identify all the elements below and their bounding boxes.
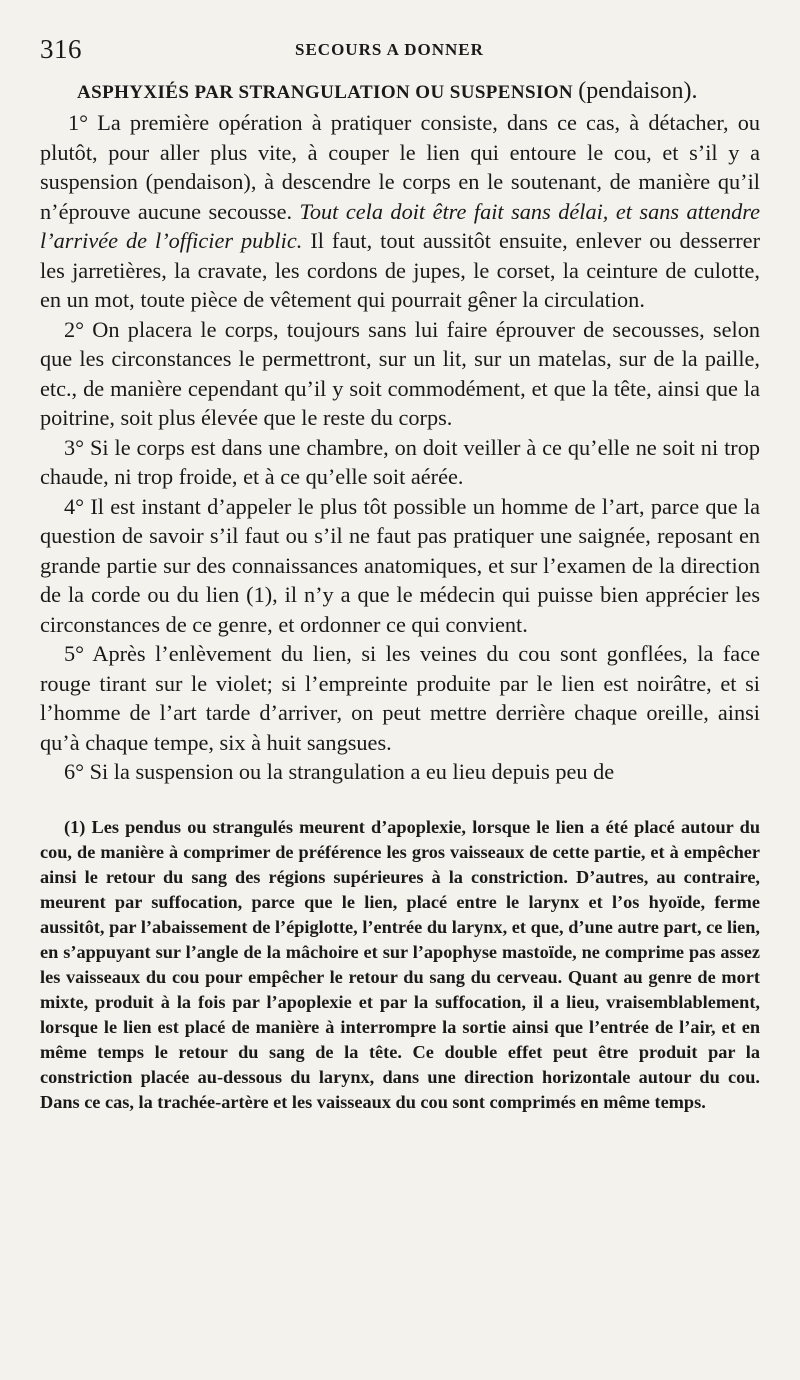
paragraph-1-text: 1° La première opération à pratiquer consiste, dans ce cas, à détacher, ou plutôt, pour aller plus vite, à couper le lien qui entoure le cou, et s’il y a suspension (pendaison), à descendre le corps en le soutenant, de manière qu’il n’éprouve aucune secousse.: [40, 110, 760, 224]
paragraph-4: [40, 492, 760, 640]
paragraph-3-text: 3° Si le corps est dans une chambre, on doit veiller à ce qu’elle ne soit ni trop chaude, ni trop froide, et à ce qu’elle soit aérée.: [40, 434, 760, 489]
paragraph-6: [40, 757, 760, 787]
paragraph-1-italic: Tout cela doit être fait sans délai, et sans attendre l’arrivée de l’officier public.: [40, 198, 760, 253]
paragraph-2-text: 2° On placera le corps, toujours sans lui faire éprouver de secousses, selon que les circonstances le permettront, sur un lit, sur un matelas, sur de la paille, etc., de manière cependant qu’il y soit commodément, et que la tête, ainsi que la poitrine, soit plus élevée que le reste du corps.: [40, 316, 760, 430]
section-title: [77, 74, 760, 108]
footnote-1: (1) Les pendus ou strangulés meurent d’apoplexie, lorsque le lien a été placé autour du cou, de manière à comprimer de préférence les gros vaisseaux de cette partie, et à empêcher ainsi le retour du sang des régions supérieures à la constriction. D’autres, au contraire, meurent par suffocation, parce que le lien, placé entre le larynx et l’os hyoïde, ferme aussitôt, par l’abaissement de l’épiglotte, l’entrée du larynx, et que, d’une autre part, ce lien, en s’appuyant sur l’angle de la mâchoire et sur l’apophyse mastoïde, ne comprime pas assez les vaisseaux du cou pour empêcher le retour du sang du cerveau. Quant au genre de mort mixte, produit à la fois par l’apoplexie et par la suffocation, il a lieu, vraisemblablement, lorsque le lien est placé de manière à interrompre la sortie ainsi que l’entrée de l’air, et en même temps le retour du sang de la tête. Ce double effet peut être produit par la constriction placée au-dessous du larynx, dans une direction horizontale autour du cou. Dans ce cas, la trachée-artère et les vaisseaux du cou sont comprimés en même temps.: [40, 816, 760, 1112]
paragraph-1: [40, 108, 760, 315]
running-head: [40, 30, 760, 74]
page-number: 316: [40, 34, 82, 64]
paragraph-6-text: 6° Si la suspension ou la strangulation a eu lieu depuis peu de: [64, 759, 615, 784]
running-title: SECOURS A DONNER: [295, 40, 484, 59]
section-title-paren: (pendaison).: [578, 78, 698, 104]
body-text: [40, 108, 760, 787]
paragraph-1-text-after: Il faut, tout aussitôt ensuite, enlever ou desserrer les jarretières, la cravate, les cordons de jupes, le corset, la ceinture de culotte, en un mot, toute pièce de vêtement qui pourrait gêner la circulation.: [40, 228, 760, 312]
footnotes: [40, 815, 760, 1115]
section-title-main: ASPHYXIÉS PAR STRANGULATION OU SUSPENSION: [77, 82, 574, 103]
paragraph-4-text: 4° Il est instant d’appeler le plus tôt possible un homme de l’art, parce que la question de savoir s’il faut ou s’il ne faut pas pratiquer une saignée, reposant en grande partie sur des connaissances anatomiques, et sur l’examen de la direction de la corde ou du lien (1), il n’y a que le médecin qui puisse bien apprécier les circonstances de ce genre, et ordonner ce qui convient.: [40, 493, 760, 637]
paragraph-2: [40, 315, 760, 433]
paragraph-3: [40, 433, 760, 492]
paragraph-5: [40, 639, 760, 757]
paragraph-5-text: 5° Après l’enlèvement du lien, si les veines du cou sont gonflées, la face rouge tirant sur le violet; si l’empreinte produite par le lien est noirâtre, et si l’homme de l’art tarde d’arriver, on peut mettre derrière chaque oreille, ainsi qu’à chaque tempe, six à huit sangsues.: [40, 641, 760, 755]
